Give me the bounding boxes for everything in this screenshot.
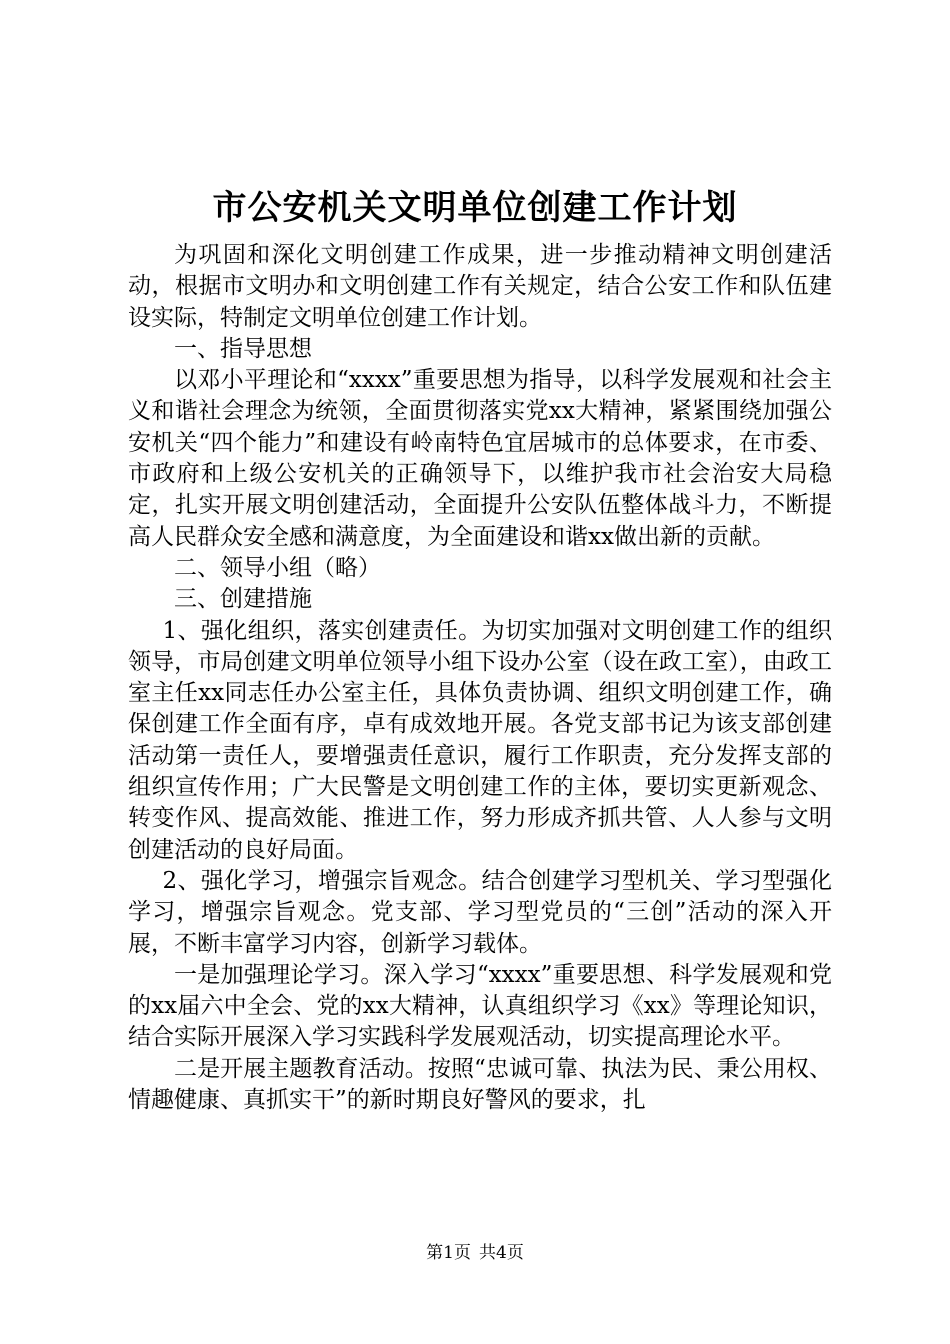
- document-body: [128, 240, 832, 1116]
- page-footer: [0, 1242, 950, 1264]
- page-number-current: 第1页: [426, 1243, 471, 1263]
- heading-measures: 三、创建措施: [174, 586, 312, 613]
- paragraph-intro: 为巩固和深化文明创建工作成果，进一步推动精神文明创建活动，根据市文明办和文明创建工作有关规定，结合公安工作和队伍建设实际，特制定文明单位创建工作计划。: [128, 242, 832, 331]
- heading-guiding-thought: 一、指导思想: [174, 335, 312, 362]
- page-number-total: 共4页: [479, 1243, 524, 1263]
- paragraph-guiding-thought: 以邓小平理论和“xxxx”重要思想为指导，以科学发展观和社会主义和谐社会理念为统领，全面贯彻落实党xx大精神，紧紧围绕加强公安机关“四个能力”和建设有岭南特色宜居城市的总体要求，在市委、市政府和上级公安机关的正确领导下，以维护我市社会治安大局稳定，扎实开展文明创建活动，全面提升公安队伍整体战斗力，不断提高人民群众安全感和满意度，为全面建设和谐xx做出新的贡献。: [128, 367, 832, 550]
- document-title: 市公安机关文明单位创建工作计划: [212, 188, 738, 228]
- heading-leadership-group: 二、领导小组（略）: [174, 554, 381, 581]
- paragraph-measure-1: 1、强化组织，落实创建责任。为切实加强对文明创建工作的组织领导，市局创建文明单位领导小组下设办公室（设在政工室），由政工室主任xx同志任办公室主任，具体负责协调、组织文明创建工作，确保创建工作全面有序，卓有成效地开展。各党支部书记为该支部创建活动第一责任人，要增强责任意识，履行工作职责，充分发挥支部的组织宣传作用；广大民警是文明创建工作的主体，要切实更新观念、转变作风、提高效能、推进工作，努力形成齐抓共管、人人参与文明创建活动的良好局面。: [128, 617, 832, 863]
- paragraph-theory-study: 一是加强理论学习。深入学习“xxxx”重要思想、科学发展观和党的xx届六中全会、党的xx大精神，认真组织学习《xx》等理论知识，结合实际开展深入学习实践科学发展观活动，切实提高理论水平。: [128, 961, 832, 1051]
- paragraph-theme-education: 二是开展主题教育活动。按照“忠诚可靠、执法为民、秉公用权、情趣健康、真抓实干”的新时期良好警风的要求，扎: [128, 1055, 832, 1114]
- paragraph-measure-2: 2、强化学习，增强宗旨观念。结合创建学习型机关、学习型强化学习，增强宗旨观念。党支部、学习型党员的“三创”活动的深入开展，不断丰富学习内容，创新学习载体。: [128, 867, 832, 957]
